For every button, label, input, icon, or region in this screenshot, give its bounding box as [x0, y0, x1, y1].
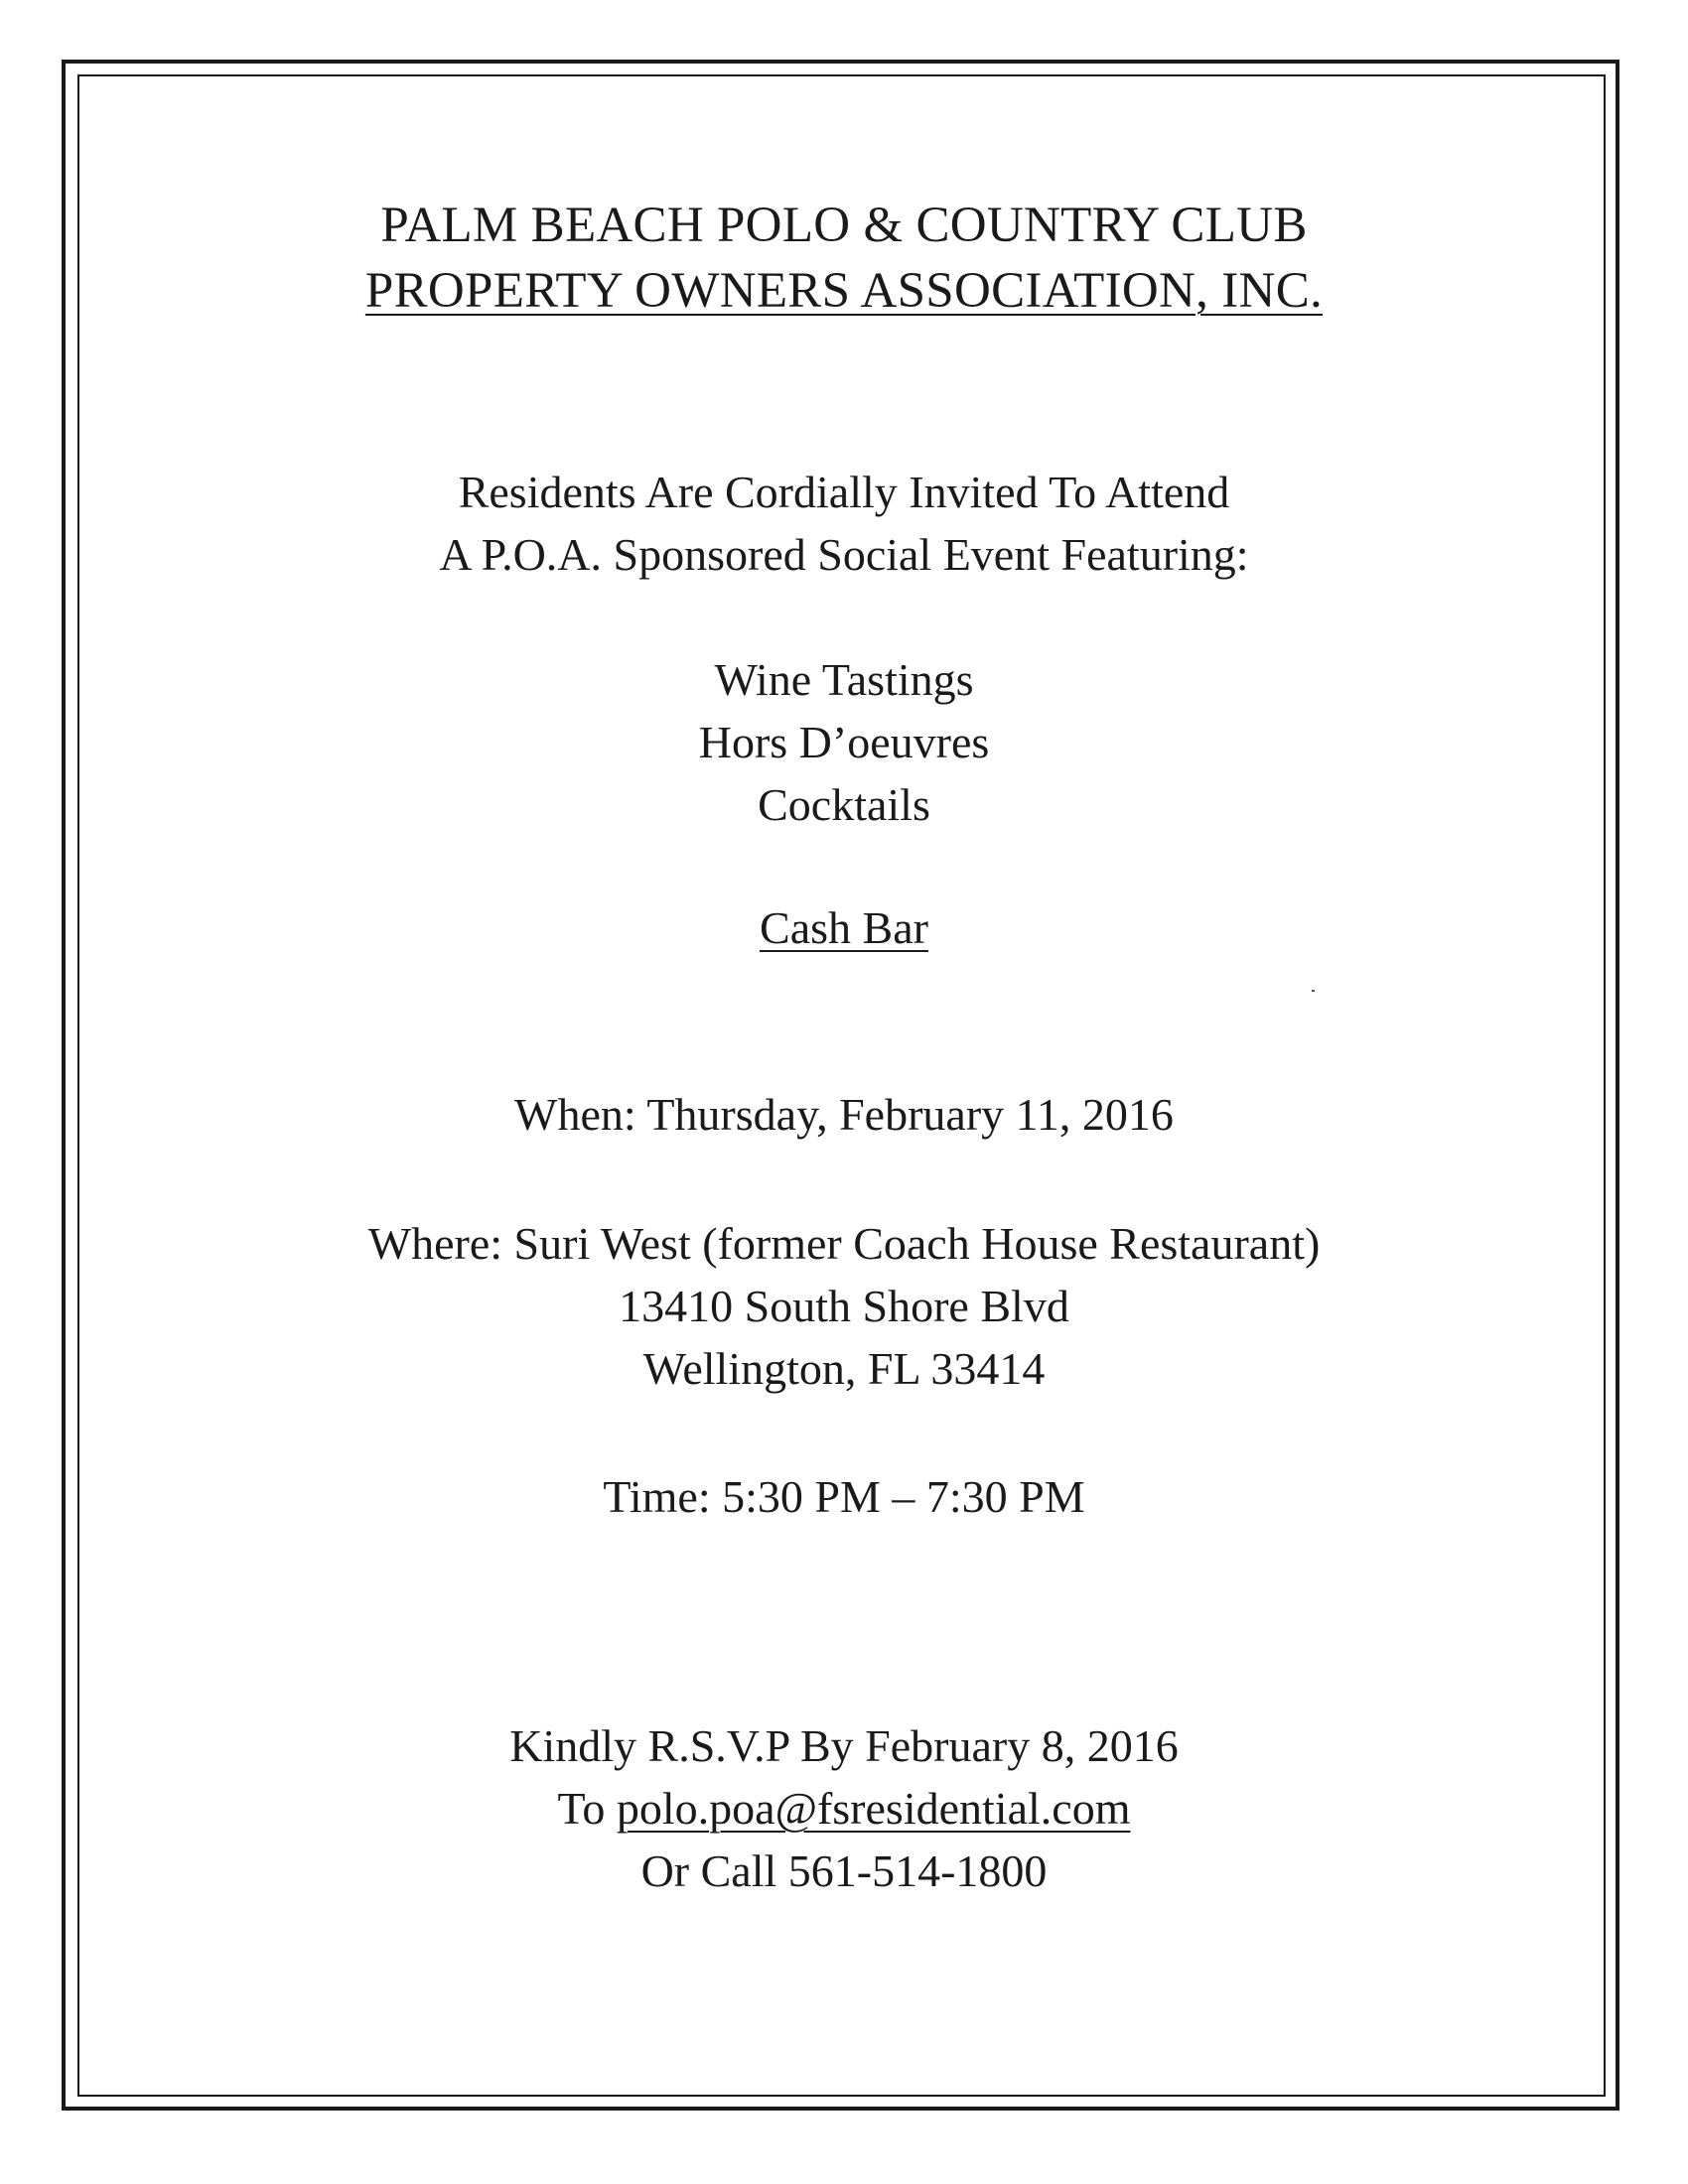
- org-name: PALM BEACH POLO & COUNTRY CLUB: [380, 198, 1308, 253]
- event-date: When: Thursday, February 11, 2016: [514, 1089, 1174, 1140]
- rsvp-to-label: To: [557, 1783, 617, 1834]
- cash-bar-text: Cash Bar: [760, 902, 928, 953]
- feature-item: Wine Tastings: [714, 654, 974, 705]
- feature-item: Cocktails: [758, 779, 930, 830]
- venue-address: 13410 South Shore Blvd: [619, 1281, 1069, 1331]
- cash-bar: [0, 902, 1688, 953]
- venue-city: Wellington, FL 33414: [642, 1343, 1046, 1394]
- rsvp-email-line: [0, 1783, 1688, 1834]
- rsvp-deadline: Kindly R.S.V.P By February 8, 2016: [509, 1720, 1179, 1771]
- invitation-line-1: Residents Are Cordially Invited To Attend: [458, 467, 1230, 517]
- org-subtitle: [0, 263, 1688, 319]
- rsvp-phone: Or Call 561-514-1800: [640, 1845, 1048, 1896]
- rsvp-email-link[interactable]: polo.poa@fsresidential.com: [616, 1783, 1131, 1834]
- org-subtitle-text: PROPERTY OWNERS ASSOCIATION, INC.: [364, 263, 1324, 319]
- scan-speck: [1312, 990, 1315, 992]
- invitation-line-2: A P.O.A. Sponsored Social Event Featuring:: [439, 529, 1249, 580]
- venue-line-1: Where: Suri West (former Coach House Restaurant): [367, 1218, 1321, 1269]
- event-time: Time: 5:30 PM – 7:30 PM: [603, 1471, 1085, 1522]
- feature-item: Hors D’oeuvres: [698, 717, 990, 767]
